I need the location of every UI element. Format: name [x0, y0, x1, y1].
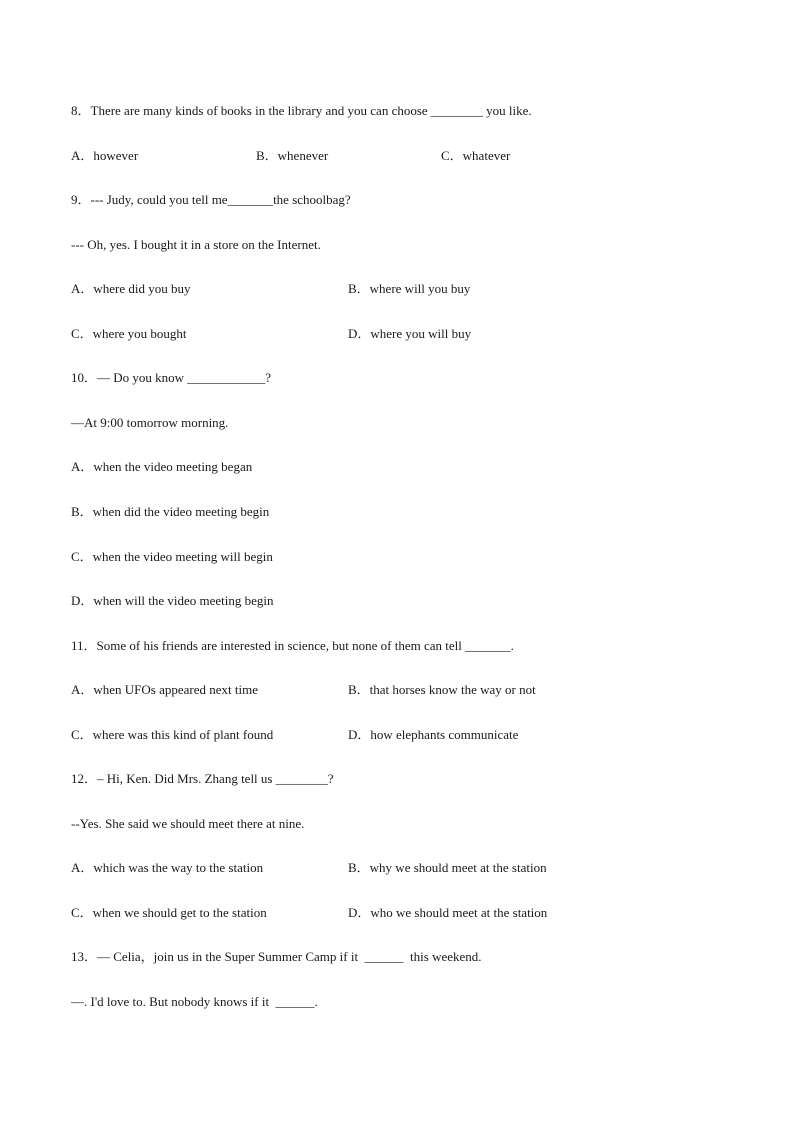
- question-8-stem: 8．There are many kinds of books in the library and you can choose ________ you like.: [71, 103, 532, 118]
- question-12-option-d: D．who we should meet at the station: [348, 905, 548, 920]
- question-10-option-d: D．when will the video meeting begin: [71, 593, 274, 608]
- question-11-option-d: D．how elephants communicate: [348, 727, 519, 742]
- question-10-option-a: A．when the video meeting began: [71, 459, 253, 474]
- question-12-option-b: B．why we should meet at the station: [348, 860, 547, 875]
- question-12-stem: 12．– Hi, Ken. Did Mrs. Zhang tell us ________?: [71, 771, 334, 786]
- question-9-reply: --- Oh, yes. I bought it in a store on the Internet.: [71, 237, 321, 252]
- question-11-option-c: C．where was this kind of plant found: [71, 727, 274, 742]
- question-12-option-c: C．when we should get to the station: [71, 905, 267, 920]
- question-8-option-c: C．whatever: [441, 148, 511, 163]
- question-10-option-b: B．when did the video meeting begin: [71, 504, 270, 519]
- question-8-option-b: B．whenever: [256, 148, 329, 163]
- question-9-stem: 9．--- Judy, could you tell me_______the schoolbag?: [71, 192, 351, 207]
- question-12-option-a: A．which was the way to the station: [71, 860, 264, 875]
- question-11-stem: 11．Some of his friends are interested in science, but none of them can tell _______.: [71, 638, 514, 653]
- question-12-reply: --Yes. She said we should meet there at nine.: [71, 816, 305, 831]
- question-8-option-a: A．however: [71, 148, 139, 163]
- question-13-stem: 13．— Celia，join us in the Super Summer Camp if it ______ this weekend.: [71, 949, 482, 964]
- question-11-option-a: A．when UFOs appeared next time: [71, 682, 259, 697]
- question-10-stem: 10．— Do you know ____________?: [71, 370, 272, 385]
- question-9-option-b: B．where will you buy: [348, 281, 471, 296]
- question-10-option-c: C．when the video meeting will begin: [71, 549, 273, 564]
- question-10-reply: —At 9:00 tomorrow morning.: [71, 415, 229, 430]
- question-13-reply: —. I'd love to. But nobody knows if it ______.: [71, 994, 318, 1009]
- question-11-option-b: B．that horses know the way or not: [348, 682, 536, 697]
- question-9-option-c: C．where you bought: [71, 326, 187, 341]
- question-9-option-d: D．where you will buy: [348, 326, 472, 341]
- question-9-option-a: A．where did you buy: [71, 281, 191, 296]
